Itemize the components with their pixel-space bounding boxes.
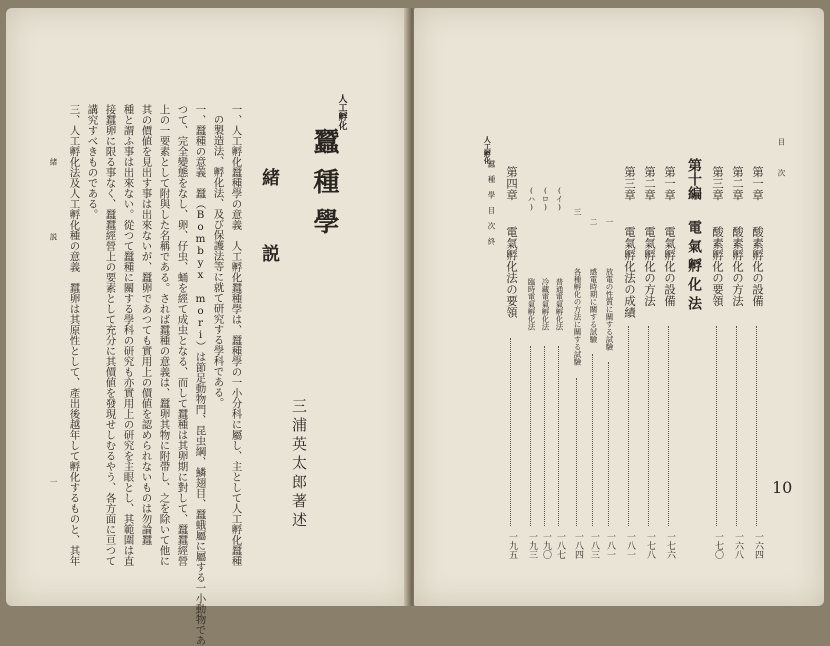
paragraph-line: 種と謂ふ事は出來ない。從つて蠶種に關する學科の研究も亦實用上の研究を主眼とし、其範圍は直: [122, 104, 135, 566]
toc-leader: [668, 326, 670, 526]
toc-title: 電氣孵化の設備: [663, 226, 677, 307]
toc-title: 電氣孵化法の要領: [505, 226, 519, 318]
toc-chapter: 第三章: [623, 166, 637, 201]
footer-running-title: 緒 説: [49, 158, 58, 271]
toc-page: 一九五: [507, 532, 517, 559]
right-page: [414, 8, 824, 606]
toc-sub-marker: (イ): [555, 186, 564, 212]
toc-leader: [648, 326, 650, 526]
toc-page: 一七六: [665, 532, 675, 559]
toc-sub-title: 各種孵化の方法に關する試驗: [573, 268, 582, 366]
left-page-number: 一: [49, 478, 58, 486]
toc-page: 一六四: [753, 532, 763, 559]
paragraph-line: 一、蠶種の意義 蠶（Bombyx mori）は節足動物門、昆虫綱、鱗翅目、蠶蛾屬に屬する一小動物であ: [194, 104, 207, 646]
paragraph-line: 上の一要素として附與した名稱である。されば蠶種の意義は、蠶卵其物に附帶し、之を除いて他に: [158, 104, 171, 566]
toc-title: 酸素孵化の設備: [751, 226, 765, 307]
toc-leader: [608, 362, 610, 526]
toc-page: 一九〇: [541, 532, 551, 559]
toc-leader: [736, 326, 738, 526]
toc-sub-number: 二: [589, 218, 598, 226]
toc-sub-title: 放電の性質に關する試驗: [605, 268, 614, 351]
book-title: 蠶種學: [309, 128, 339, 248]
toc-page: 一八三: [589, 532, 599, 559]
section-heading: 緒 説: [259, 168, 280, 282]
author-line: 三浦英太郎著述: [290, 398, 308, 531]
contents-end-label: 蠶種學目次終: [487, 160, 496, 253]
right-page-number: 10: [772, 478, 793, 497]
toc-title: 酸素孵化の方法: [731, 226, 745, 307]
toc-page: 一八一: [625, 532, 635, 559]
toc-sub-marker: (ロ): [541, 186, 550, 212]
toc-sub-title: 臨時電氣孵化法: [527, 278, 536, 331]
toc-leader: [530, 346, 532, 526]
toc-title: 電氣孵化法の成績: [623, 226, 637, 318]
toc-leader: [510, 338, 512, 526]
toc-sub-number: 三: [573, 208, 582, 216]
toc-title: 電氣孵化の方法: [643, 226, 657, 307]
toc-page: 一八一: [605, 532, 615, 559]
toc-chapter: 第四章: [505, 166, 519, 201]
title-prefix: [336, 94, 345, 130]
toc-leader: [576, 378, 578, 526]
toc-page: 一七八: [645, 532, 655, 559]
toc-sub-title: 冷藏電氣孵化法: [541, 278, 550, 331]
running-header: 目 次: [777, 138, 786, 185]
toc-leader: [716, 326, 718, 526]
toc-chapter: 第二章: [643, 166, 657, 201]
toc-chapter: 第二章: [731, 166, 745, 201]
title-prefix-line-1: 人工: [336, 94, 347, 112]
paragraph-line: 一、人工孵化蠶種學の意義 人工孵化蠶種學は、蠶種學の一小分科に屬し、主として人工孵化蠶種: [230, 104, 243, 566]
toc-part-number: 第十編: [686, 158, 702, 200]
toc-leader: [558, 346, 560, 526]
end-label-prefix-line-1: 人工: [483, 136, 493, 150]
paragraph-line: の製造法、孵化法、及び保護法等に就て研究する學科である。: [212, 114, 225, 408]
toc-sub-number: 一: [605, 218, 614, 226]
toc-chapter: 第三章: [711, 166, 725, 201]
toc-chapter: 第一章: [751, 166, 765, 201]
toc-page: 一六八: [733, 532, 743, 559]
toc-chapter: 第一章: [663, 166, 677, 201]
toc-leader: [544, 346, 546, 526]
toc-part-title: 電氣孵化法: [686, 220, 702, 315]
paragraph-line: つて、完全變態をなし、卵、仔虫、蛹を經て成虫となる、而して蠶種は其卵期に對して、蠶蠶經營: [176, 104, 189, 566]
toc-page: 一八七: [555, 532, 565, 559]
paragraph-line: 三、人工孵化法及人工孵化種の意義 蠶卵は其原性として、產出後越年して孵化するものと、其年: [68, 104, 81, 566]
paragraph-line: 接蠶卵に限る事なく、蠶蠶經營上の要素として充分に其價値を發現せしむるやう、各方面に亘つて: [104, 104, 117, 566]
toc-leader: [628, 326, 630, 526]
toc-sub-marker: (ハ): [527, 186, 536, 212]
toc-leader: [756, 326, 758, 526]
toc-title: 酸素孵化の要領: [711, 226, 725, 307]
end-label-prefix-line-2: 孵化: [483, 150, 493, 164]
toc-sub-title: 感電時期に關する試驗: [589, 268, 598, 343]
toc-page: 一九三: [527, 532, 537, 559]
toc-leader: [592, 354, 594, 526]
title-prefix-line-2: 孵化: [336, 112, 347, 130]
toc-sub-title: 普通電氣孵化法: [555, 278, 564, 331]
paragraph-line: 其の價値を見出す事は出來ないが、蠶卵であつても實用上の價値を認められないものは勿論蠶: [140, 104, 153, 545]
toc-page: 一八四: [573, 532, 583, 559]
left-page: [6, 8, 410, 646]
paragraph-line: 講究すべきものである。: [86, 104, 99, 220]
toc-page: 一七〇: [713, 532, 723, 559]
